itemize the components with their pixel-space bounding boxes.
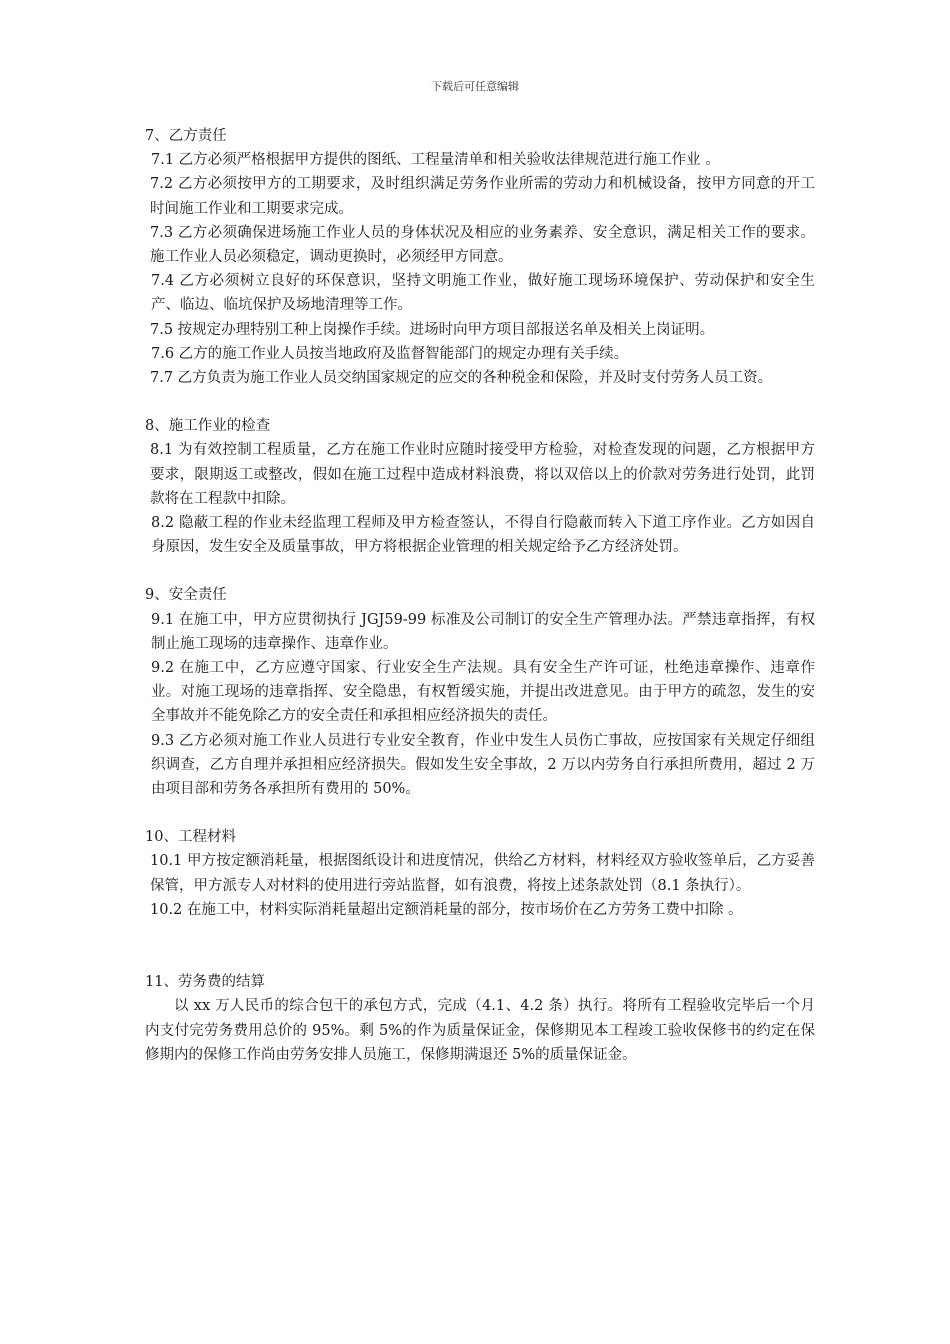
clause-paragraph: 7.4 乙方必须树立良好的环保意识，坚持文明施工作业，做好施工现场环境保护、劳动保护和安全生产、临边、临坑保护及场地清理等工作。 [151,273,815,314]
clause-paragraph: 以 xx 万人民币的综合包干的承包方式，完成（4.1、4.2 条）执行。将所有工程验收完毕后一个月内支付完劳务费用总价的 95%。剩 5%的作为质量保证金，保修期见本工程竣工验收保修书的约定在保修期内的保修工作尚由劳务安排人员施工，保修期满退还 5%的质量保证金。 [145,998,815,1063]
blank-line [145,559,815,583]
section-title: 7、乙方责任 [145,128,227,144]
clause-paragraph: 10.1 甲方按定额消耗量，根据图纸设计和进度情况，供给乙方材料，材料经双方验收签单后，乙方妥善保管，甲方派专人对材料的使用进行旁站监督，如有浪费，将按上述条款处罚（8.1 条执行）。 [150,853,815,894]
clause-paragraph: 8.2 隐蔽工程的作业未经监理工程师及甲方检查签认，不得自行隐蔽而转入下道工序作业。乙方如因自身原因，发生安全及质量事故，甲方将根据企业管理的相关规定给予乙方经济处罚。 [151,515,815,556]
clause-paragraph: 9.3 乙方必须对施工作业人员进行专业安全教育，作业中发生人员伤亡事故，应按国家有关规定仔细组织调查，乙方自理并承担相应经济损失。假如发生安全事故，2 万以内劳务自行承担所费用，超过 2 万由项目部和劳务各承担所有费用的 50%。 [151,732,815,798]
section-title: 10、工程材料 [145,829,236,846]
section-title: 11、劳务费的结算 [145,974,265,991]
clause-paragraph: 8.1 为有效控制工程质量，乙方在施工作业时应随时接受甲方检验，对检查发现的问题，乙方根据甲方要求，限期返工或整改，假如在施工过程中造成材料浪费，将以双倍以上的价款对劳务进行处罚，此罚款将在工程款中扣除。 [150,442,815,507]
clause-paragraph: 7.1 乙方必须严格根据甲方提供的图纸、工程量清单和相关验收法律规范进行施工作业 。 [151,152,720,169]
clause-paragraph: 9.1 在施工中，甲方应贯彻执行 JGJ59-99 标准及公司制订的安全生产管理办法。严禁违章指挥，有权制止施工现场的违章操作、违章作业。 [151,611,815,652]
section-title: 8、施工作业的检查 [145,418,271,435]
document-body [145,124,815,1067]
clause-paragraph: 7.6 乙方的施工作业人员按当地政府及监督智能部门的规定办理有关手续。 [151,345,629,362]
blank-line [145,801,815,825]
blank-line [145,390,815,414]
clause-paragraph: 7.3 乙方必须确保进场施工作业人员的身体状况及相应的业务素养、安全意识，满足相关工作的要求。施工作业人员必须稳定，调动更换时，必须经甲方同意。 [150,224,815,266]
clause-paragraph: 7.2 乙方必须按甲方的工期要求，及时组织满足劳务作业所需的劳动力和机械设备，按甲方同意的开工时间施工作业和工期要求完成。 [150,176,815,217]
clause-paragraph: 7.7 乙方负责为施工作业人员交纳国家规定的应交的各种税金和保险，并及时支付劳务人员工资。 [150,370,773,387]
clause-paragraph: 9.2 在施工中，乙方应遵守国家、行业安全生产法规。具有安全生产许可证，杜绝违章操作、违章作业。对施工现场的违章指挥、安全隐患，有权暂缓实施，并提出改进意见。由于甲方的疏忽，发生的安全事故并不能免除乙方的安全责任和承担相应经济损失的责任。 [151,660,815,725]
section-title: 9、安全责任 [145,587,227,604]
clause-paragraph: 10.2 在施工中，材料实际消耗量超出定额消耗量的部分，按市场价在乙方劳务工费中扣除 。 [150,901,743,918]
clause-paragraph: 7.5 按规定办理特别工种上岗操作手续。进场时向甲方项目部报送名单及相关上岗证明。 [150,321,715,338]
blank-line [145,922,815,970]
page-header-note: 下载后可任意编辑 [431,80,519,93]
